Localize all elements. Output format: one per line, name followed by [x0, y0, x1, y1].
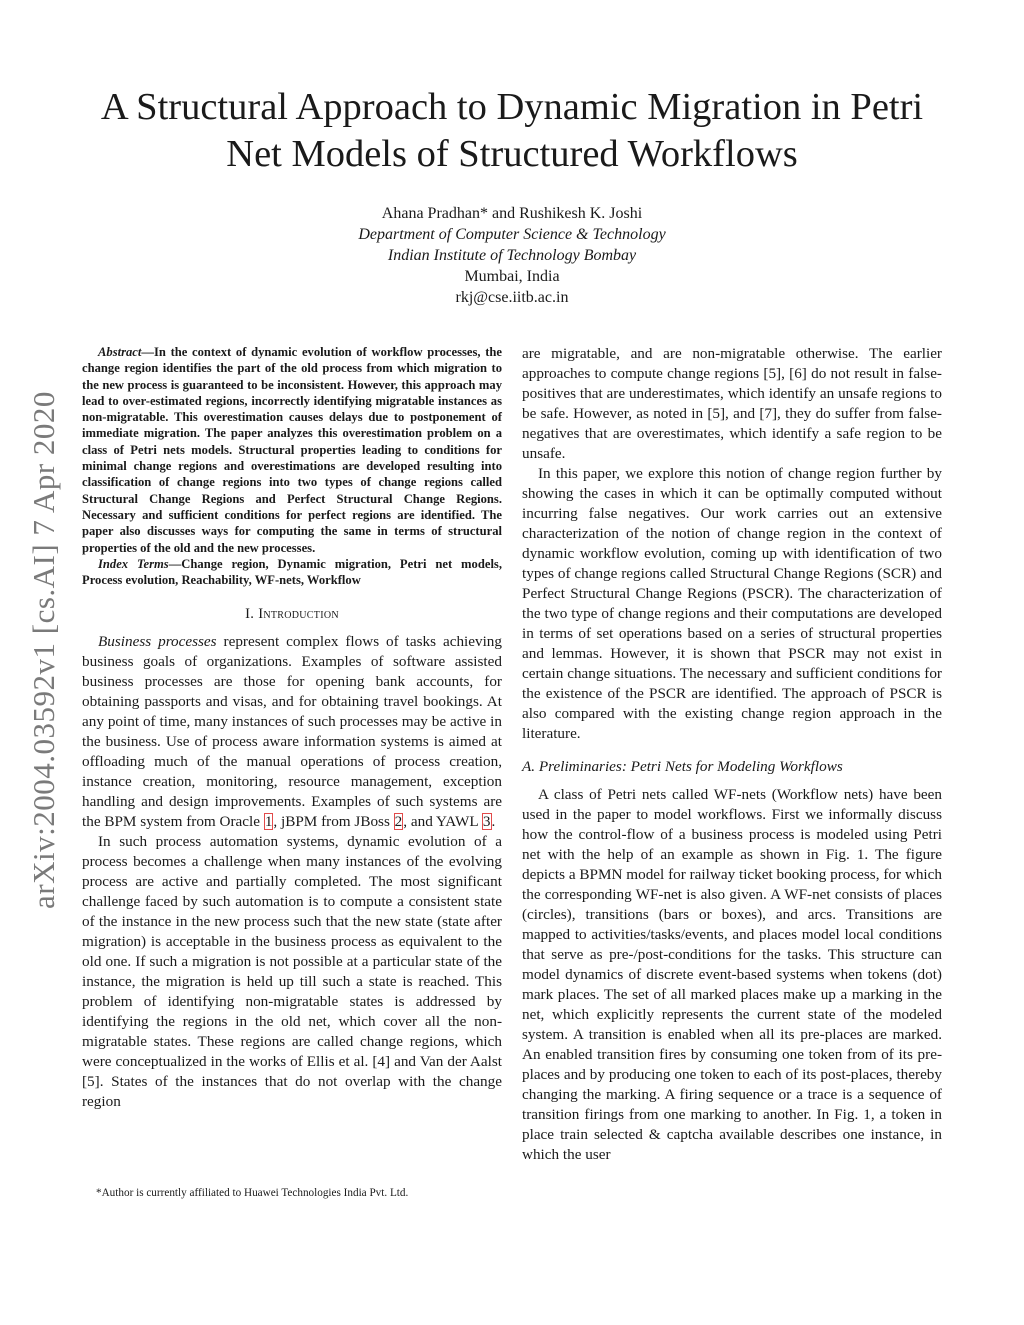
section-heading-introduction — [82, 604, 502, 624]
department: Department of Computer Science & Technology — [358, 226, 666, 243]
citation-link[interactable]: 2 — [394, 813, 403, 831]
author-names: Ahana Pradhan* and Rushikesh K. Joshi — [381, 205, 643, 222]
subsection-heading-preliminaries: A. Preliminaries: Petri Nets for Modeling Workflows — [522, 758, 843, 775]
index-terms-text: Change region, Dynamic migration, Petri net models, Process evolution, Reachability, WF-nets, Workflow — [82, 556, 502, 588]
institute: Indian Institute of Technology Bombay — [387, 247, 637, 264]
author-block — [80, 203, 944, 308]
intro-paragraph-2: In such process automation systems, dynamic evolution of a process becomes a challenge when many instances of the evolving process are active and partially completed. The most significant challenge faced by such automation is to compute a consistent state of the instance in the new process such that the new state (state after migration) is acceptable in the business process as equivalent to the old one. If such a migration is not possible at a particular state of the instance, the migration is held up till such a state is reached. This problem of identifying non-migratable states is addressed by identifying the regions in the old net, which cover all the non-migratable states. These regions are called change regions, which were conceptualized in the works of Ellis et al. [4] and Van der Aalst [5]. States of the instances that do not overlap with the change region — [82, 833, 502, 1111]
intro-p1-text: represent complex flows of tasks achieving business goals of organizations. Examples of software assisted business processes are those for opening bank accounts, for obtaining passports and visas, and for obtaining travel bookings. At any point of time, many instances of such processes may be active in the business. Use of process aware information systems is aimed at offloading much of the manual operations of process creation, instance creation, monitoring, resource management, exception handling and design improvements. Examples of such systems are the BPM system from Oracle — [82, 633, 502, 831]
citation-link[interactable]: 3 — [482, 813, 491, 831]
author-footnote: *Author is currently affiliated to Huawei Technologies India Pvt. Ltd. — [96, 1187, 409, 1199]
right-paragraph-2: In this paper, we explore this notion of change region further by showing the cases in which it can be optimally computed without incurring false negatives. Our work carries out an extensive characterization of the notion of change region in the context of dynamic workflow evolution, coming up with identification of two types of change regions called Structural Change Regions (SCR) and Perfect Structural Change Regions (PSCR). The characterization of the two type of change regions and their computations are developed in terms of set operations based on a series of structural properties and lemmas. However, it is shown that PSCR may not exist in certain change situations. The necessary and sufficient conditions for the existence of the PSCR are identified. The approach of PSCR is also compared with the existing change region approach in the literature. — [522, 465, 942, 742]
arxiv-identifier — [22, 340, 66, 960]
intro-paragraph-1: Business processes represent complex flows of tasks achieving business goals of organizations. Examples of software assisted business processes are those for opening bank accounts, for obtaining passports and visas, and for obtaining travel bookings. At any point of time, many instances of such processes may be active in the business. Use of process aware information systems is aimed at offloading much of the manual operations of process creation, instance creation, monitoring, resource management, exception handling and design improvements. Examples of such systems are the BPM system from Oracle 1, jBPM from JBoss 2, and YAWL 3. — [82, 633, 502, 831]
left-column — [82, 344, 502, 1112]
citation-link[interactable]: 1 — [264, 813, 273, 831]
location: Mumbai, India — [464, 268, 560, 285]
right-column — [522, 344, 942, 1165]
abstract-text: In the context of dynamic evolution of workflow processes, the change region identifies the part of the old process from which migration to the new process is guaranteed to be inconsistent. However, this approach may lead to over-estimated regions, incorrectly identifying migratable instances as non-migratable. This overestimation causes delays due to postponement of immediate migration. The paper analyzes this overestimation problem on a class of Petri nets models. Structural properties leading to conditions for minimal change regions and overestimations are developed resulting into classification of change regions into two types of change regions called Structural Change Regions and Perfect Structural Change Regions. Necessary and sufficient conditions for perfect regions are identified. The paper also discusses ways for computing the same in terms of structural properties of the old and the new processes. — [82, 345, 502, 555]
section-title: Introduction — [258, 606, 339, 623]
intro-lead-term: Business processes — [98, 633, 217, 651]
paper-title: A Structural Approach to Dynamic Migration in Petri Net Models of Structured Workflows — [100, 86, 924, 175]
section-number: I. — [245, 606, 255, 623]
abstract: Abstract—In the context of dynamic evolution of workflow processes, the change region identifies the part of the old process from which migration to the new process is guaranteed to be inconsistent. However, this approach may lead to over-estimated regions, incorrectly identifying migratable instances as non-migratable. This overestimation causes delays due to postponement of immediate migration. The paper analyzes this overestimation problem on a class of Petri nets models. Structural properties leading to conditions for minimal change regions and overestimations are developed resulting into classification of change regions into two types of change regions called Structural Change Regions and Perfect Structural Change Regions. Necessary and sufficient conditions for perfect regions are identified. The paper also discusses ways for computing the same in terms of structural properties of the old and the new processes. — [82, 345, 502, 555]
index-terms-label: Index Terms — [98, 556, 169, 571]
right-paragraph-1: are migratable, and are non-migratable otherwise. The earlier approaches to compute change regions [5], [6] do not result in false-positives that are underestimates, which identify an unsafe regions to be safe. However, as noted in [5], and [7], they do suffer from false-negatives that are overestimates, which identify a safe region to be unsafe. — [522, 345, 942, 462]
index-terms: Index Terms—Change region, Dynamic migration, Petri net models, Process evolution, Reachability, WF-nets, Workflow — [82, 556, 502, 588]
arxiv-label: arXiv:2004.03592v1 [cs.AI] 7 Apr 2020 — [26, 391, 62, 909]
abstract-label: Abstract — [98, 345, 142, 359]
email: rkj@cse.iitb.ac.in — [455, 289, 569, 306]
right-paragraph-3: A class of Petri nets called WF-nets (Workflow nets) have been used in the paper to model workflows. First we informally discuss how the control-flow of a business process is modeled using Petri net with the help of an example as shown in Fig. 1. The figure depicts a BPMN model for railway ticket booking process, for which the corresponding WF-net is also given. A WF-net consists of places (circles), transitions (bars or boxes), and arcs. Transitions are mapped to activities/tasks/events, and places model local conditions that serve as pre-/post-conditions for the tasks. This structure can model dynamics of discrete event-based systems when tokens (dot) mark places. The set of all marked places make up a marking in the net, which explicitly represents the current state of the modeled system. A transition is enabled when all its pre-places are marked. An enabled transition fires by consuming one token from of its pre-places and by producing one token to each of its post-places, thereby changing the marking. A firing sequence or a trace is a sequence of transition firings from one marking to another. In Fig. 1, a token in place train selected & captcha available describes one instance, in which the user — [522, 786, 942, 1163]
